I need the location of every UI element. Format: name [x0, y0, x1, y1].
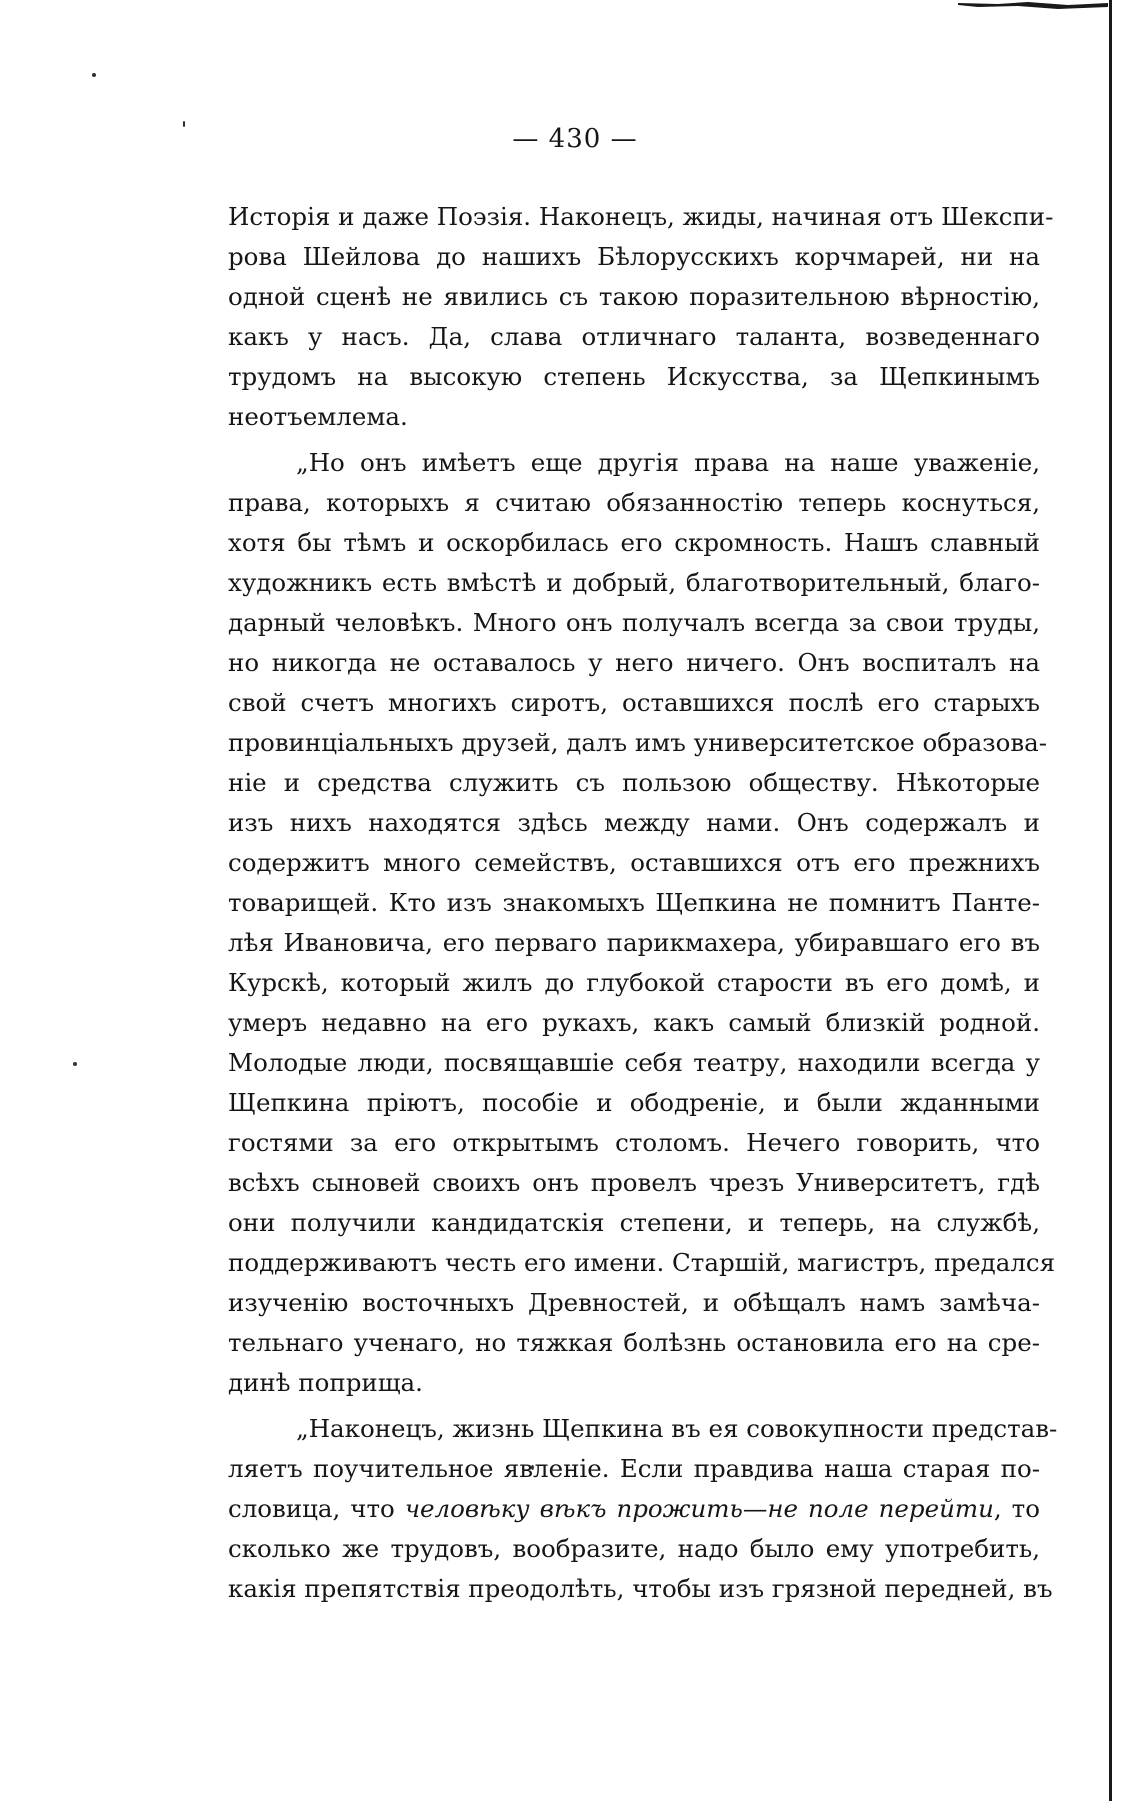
- proverb-lead: словица, что: [228, 1494, 405, 1523]
- text-line: дарный человѣкъ. Много онъ получалъ всегда за свои труды,: [228, 608, 1040, 637]
- text-line: одной сценѣ не явились съ такою поразительною вѣрностію,: [228, 282, 1040, 311]
- text-line: права, которыхъ я считаю обязанностію теперь коснуться,: [228, 488, 1040, 517]
- text-line: Щепкина пріютъ, пособіе и ободреніе, и были жданными: [228, 1088, 1040, 1117]
- text-line: содержитъ много семействъ, оставшихся отъ его прежнихъ: [228, 848, 1040, 877]
- ink-speck: [92, 73, 96, 77]
- text-line: Курскѣ, который жилъ до глубокой старости въ его домѣ, и: [228, 968, 1040, 997]
- text-line: товарищей. Кто изъ знакомыхъ Щепкина не помнитъ Панте-: [228, 888, 1040, 917]
- text-line: они получили кандидатскія степени, и теперь, на службѣ,: [228, 1208, 1040, 1237]
- proverb-quote: человѣку вѣкъ прожить—не поле перейти: [404, 1494, 994, 1523]
- text-line: сколько же трудовъ, вообразите, надо было ему употребить,: [228, 1534, 1040, 1563]
- text-line: но никогда не оставалось у него ничего. Онъ воспиталъ на: [228, 648, 1040, 677]
- text-line: лѣя Ивановича, его перваго парикмахера, убиравшаго его въ: [228, 928, 1040, 957]
- page-edge-rule: [1109, 0, 1112, 1801]
- text-line: какія препятствія преодолѣть, чтобы изъ грязной передней, въ: [228, 1574, 1053, 1603]
- text-line: изученію восточныхъ Древностей, и обѣщалъ намъ замѣча-: [228, 1288, 1040, 1317]
- text-line: динѣ поприща.: [228, 1368, 423, 1397]
- text-line: художникъ есть вмѣстѣ и добрый, благотворительный, благо-: [228, 568, 1040, 597]
- text-line: ніе и средства служить съ пользою обществу. Нѣкоторые: [228, 768, 1040, 797]
- text-line: умеръ недавно на его рукахъ, какъ самый близкій родной.: [228, 1008, 1040, 1037]
- text-line: хотя бы тѣмъ и оскорбилась его скромность. Нашъ славный: [228, 528, 1040, 557]
- text-line: свой счетъ многихъ сиротъ, оставшихся послѣ его старыхъ: [228, 688, 1040, 717]
- text-line: неотъемлема.: [228, 402, 408, 431]
- text-line: всѣхъ сыновей своихъ онъ провелъ чрезъ Университетъ, гдѣ: [228, 1168, 1040, 1197]
- proverb-tail: , то: [993, 1494, 1040, 1523]
- text-line: рова Шейлова до нашихъ Бѣлорусскихъ корчмарей, ни на: [228, 242, 1040, 271]
- top-edge-mark: [958, 0, 1108, 10]
- text-line: Исторія и даже Поэзія. Наконецъ, жиды, начиная отъ Шекспи-: [228, 202, 1054, 231]
- page-number: — 430 —: [512, 124, 638, 154]
- text-line: провинціальныхъ друзей, далъ имъ университетское образова-: [228, 728, 1048, 757]
- proverb-line: [228, 1489, 1040, 1529]
- text-line: „Наконецъ, жизнь Щепкина въ ея совокупности представ-: [296, 1414, 1058, 1443]
- body-text: [228, 197, 1058, 1609]
- ink-speck: [73, 1062, 77, 1066]
- text-line: гостями за его открытымъ столомъ. Нечего говорить, что: [228, 1128, 1040, 1157]
- text-line: трудомъ на высокую степень Искусства, за Щепкинымъ: [228, 362, 1040, 391]
- text-line: ляетъ поучительное явленіе. Если правдива наша старая по-: [228, 1454, 1040, 1483]
- text-line: „Но онъ имѣетъ еще другія права на наше уваженіе,: [296, 448, 1040, 477]
- text-line: какъ у насъ. Да, слава отличнаго таланта, возведеннаго: [228, 322, 1040, 351]
- text-line: изъ нихъ находятся здѣсь между нами. Онъ содержалъ и: [228, 808, 1040, 837]
- text-line: поддерживаютъ честь его имени. Старшій, магистръ, предался: [228, 1248, 1056, 1277]
- text-line: тельнаго ученаго, но тяжкая болѣзнь остановила его на сре-: [228, 1328, 1040, 1357]
- text-line: Молодые люди, посвящавшіе себя театру, находили всегда у: [228, 1048, 1040, 1077]
